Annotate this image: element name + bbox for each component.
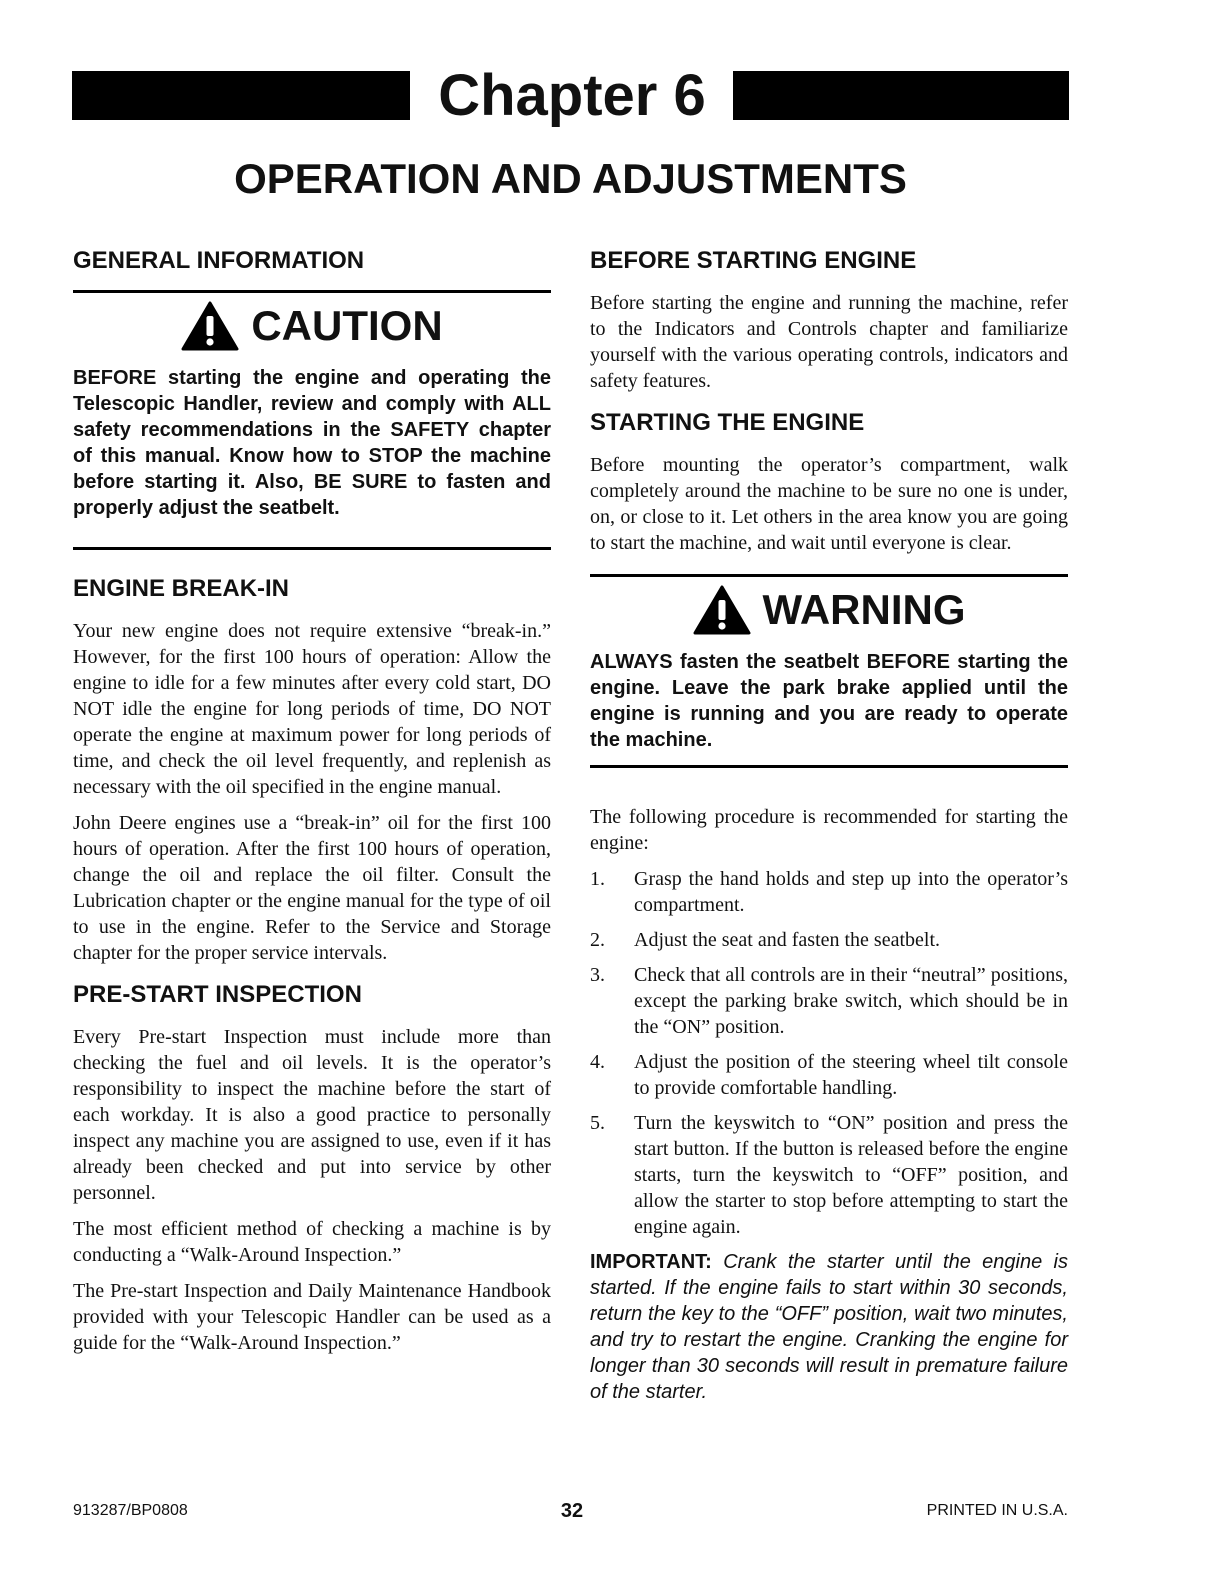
caution-text: BEFORE starting the engine and operating the Telescopic Handler, review and comply with ALL safety recommendations in the SAFETY chapter of this manual. Know how to STOP the machine before starting it. Also, BE SURE to fasten and properly adjust the seatbelt. (73, 367, 551, 519)
list-item (590, 927, 1068, 953)
list-item (590, 962, 1068, 1040)
starting-engine-paragraph: Before mounting the operator’s compartment, walk completely around the machine to be sure no one is under, on, or close to it. Let others in the area know you are going to start the machine, and wait until everyone is clear. (590, 454, 1068, 554)
caution-header (73, 301, 551, 351)
list-item (590, 1110, 1068, 1240)
general-information-heading: GENERAL INFORMATION (73, 247, 365, 274)
step-text: Check that all controls are in their “neutral” positions, except the parking brake switch, which should be in the “ON” position. (634, 964, 1068, 1038)
step-number: 4. (590, 1051, 605, 1073)
list-item (590, 866, 1068, 918)
left-column (73, 246, 551, 1366)
right-column (590, 246, 1068, 1405)
step-text: Turn the keyswitch to “ON” position and press the start button. If the button is released before the engine starts, turn the keyswitch to “OFF” position, and allow the starter to stop before attempting to start the engine again. (634, 1112, 1068, 1238)
warning-triangle-icon (181, 301, 239, 351)
list-item (590, 1049, 1068, 1101)
before-starting-paragraph: Before starting the engine and running the machine, refer to the Indicators and Controls chapter and familiarize yourself with the various operating controls, indicators and safety features. (590, 292, 1068, 392)
caution-box (73, 290, 551, 550)
pre-start-paragraph-1: Every Pre-start Inspection must include more than checking the fuel and oil levels. It is the operator’s responsibility to inspect the machine before the start of each workday. It is also a good practice to personally inspect any machine you are assigned to use, even if it has already been checked and put into service by other personnel. (73, 1026, 551, 1204)
section-title: OPERATION AND ADJUSTMENTS (234, 155, 907, 202)
warning-triangle-icon (693, 585, 751, 635)
pre-start-inspection-heading: PRE-START INSPECTION (73, 981, 362, 1008)
engine-break-in-heading: ENGINE BREAK-IN (73, 575, 290, 602)
footer-doc-number: 913287/BP0808 (73, 1502, 188, 1519)
starting-procedure-list (590, 866, 1068, 1240)
step-text: Grasp the hand holds and step up into the operator’s compartment. (634, 868, 1068, 916)
important-note (590, 1249, 1068, 1405)
chapter-bar-right (733, 71, 1069, 120)
break-in-paragraph-2: John Deere engines use a “break-in” oil for the first 100 hours of operation. After the first 100 hours of operation, change the oil and replace the oil filter. Consult the Lubrication chapter or the engine manual for the type of oil to use in the engine. Refer to the Service and Storage chapter for the proper service intervals. (73, 812, 551, 964)
pre-start-paragraph-2: The most efficient method of checking a machine is by conducting a “Walk-Around Inspection.” (73, 1218, 551, 1266)
warning-label: WARNING (762, 586, 966, 633)
important-text: Crank the starter until the engine is started. If the engine fails to start within 30 seconds, return the key to the “OFF” position, wait two minutes, and try to restart the engine. Cranking the engine for longer than 30 seconds will result in premature failure of the starter. (590, 1251, 1069, 1403)
step-number: 5. (590, 1112, 605, 1134)
important-label: IMPORTANT: (590, 1251, 712, 1273)
footer-page-number: 32 (560, 1500, 584, 1522)
step-text: Adjust the seat and fasten the seatbelt. (634, 929, 941, 951)
chapter-bar-left (72, 71, 410, 120)
step-text: Adjust the position of the steering wheel tilt console to provide comfortable handling. (634, 1051, 1068, 1099)
warning-box (590, 574, 1068, 768)
warning-header (590, 585, 1068, 635)
step-number: 3. (590, 964, 605, 986)
warning-text: ALWAYS fasten the seatbelt BEFORE starting the engine. Leave the park brake applied until the engine is running and you are ready to operate the machine. (590, 651, 1068, 751)
pre-start-paragraph-3: The Pre-start Inspection and Daily Maintenance Handbook provided with your Telescopic Handler can be used as a guide for the “Walk-Around Inspection.” (73, 1280, 551, 1354)
step-number: 1. (590, 868, 605, 890)
procedure-intro: The following procedure is recommended for starting the engine: (590, 806, 1068, 854)
step-number: 2. (590, 929, 605, 951)
before-starting-heading: BEFORE STARTING ENGINE (590, 247, 917, 274)
caution-label: CAUTION (251, 302, 443, 349)
starting-engine-heading: STARTING THE ENGINE (590, 409, 865, 436)
break-in-paragraph-1: Your new engine does not require extensive “break-in.” However, for the first 100 hours of operation: Allow the engine to idle for a few minutes after every cold start, DO NOT idle the engine for long periods of time, DO NOT operate the engine at maximum power for long periods of time, and check the oil level frequently, and replenish as necessary with the oil specified in the engine manual. (73, 620, 551, 798)
chapter-title: Chapter 6 (438, 63, 706, 128)
footer-printed: PRINTED IN U.S.A. (926, 1502, 1068, 1519)
